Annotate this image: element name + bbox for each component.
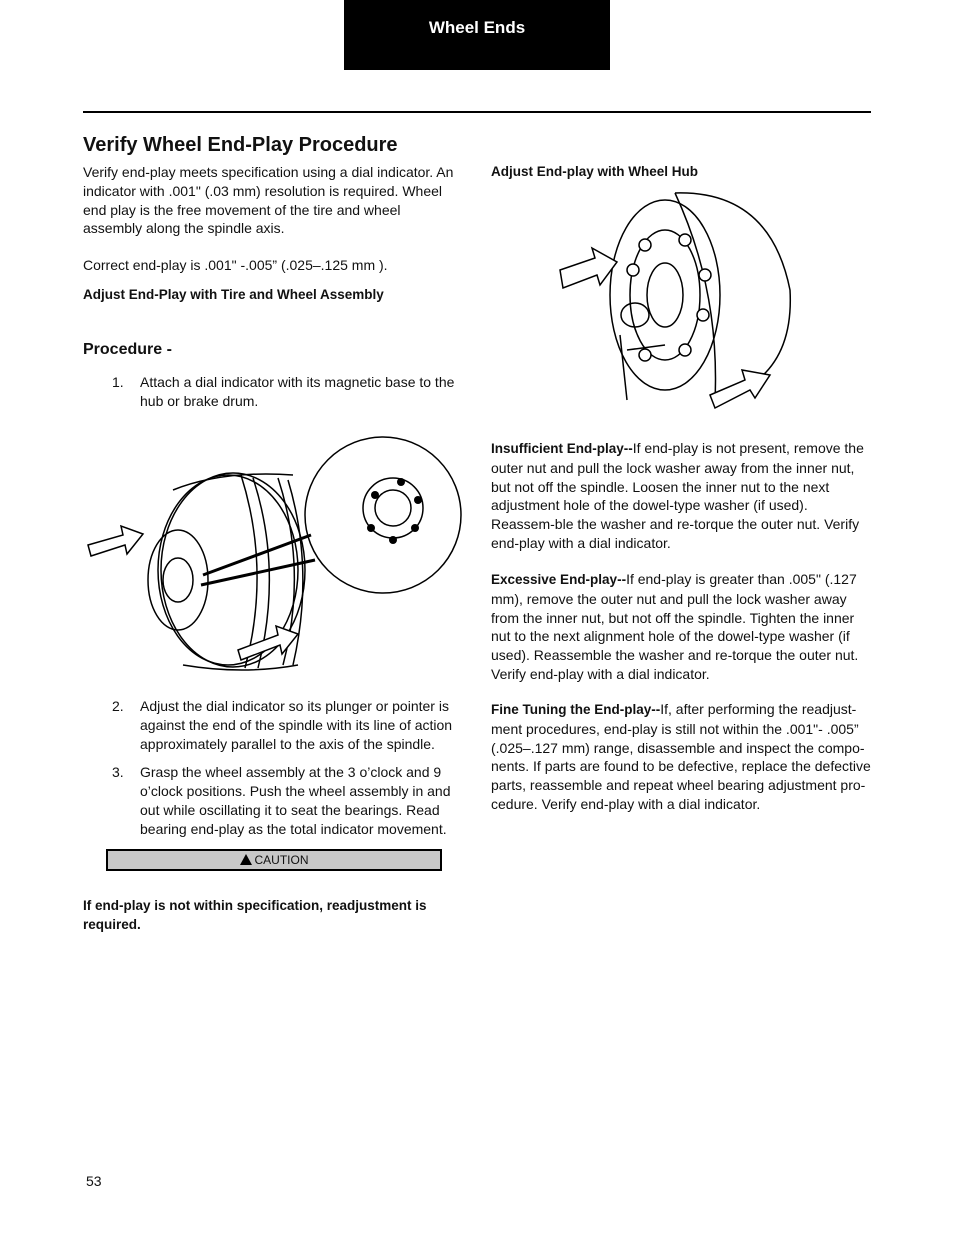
insufficient-text: If end-play is not present, remove the outer nut and pull the lock washer away from the inner nut, but not off the spindle. Loosen the inner nut to the next adjustment hole of the dowel-type washer (if used). Reassem-ble the washer and re-torque the outer nut. Verify end-play with a dial indicator. bbox=[491, 440, 864, 551]
warning-triangle-icon bbox=[240, 854, 252, 865]
section-tab: Wheel Ends bbox=[344, 0, 610, 70]
step-number: 1. bbox=[112, 374, 124, 390]
wheel-hub-illustration bbox=[555, 190, 815, 415]
end-play-spec: Correct end-play is .001" -.005” (.025–.125 mm ). bbox=[83, 257, 388, 273]
step-text: Attach a dial indicator with its magnetic base to the hub or brake drum. bbox=[140, 374, 455, 409]
insufficient-label: Insufficient End-play-- bbox=[491, 441, 633, 456]
fine-label: Fine Tuning the End-play-- bbox=[491, 702, 661, 717]
page-title: Verify Wheel End-Play Procedure bbox=[83, 134, 398, 156]
step-number: 2. bbox=[112, 698, 124, 714]
caution-banner bbox=[106, 849, 442, 871]
excessive-text: If end-play is greater than .005" (.127 mm), remove the outer nut and pull the lock washer away from the inner nut, but not off the spindle. Tighten the inner nut to the next alignment hole of the dowel-type washer (if used). Reassemble the washer and re-torque the outer nut. Verify end-play with a dial indicator. bbox=[491, 571, 859, 682]
excessive-label: Excessive End-play-- bbox=[491, 572, 627, 587]
page-number: 53 bbox=[86, 1173, 102, 1189]
caution-text: If end-play is not within specification, readjustment is required. bbox=[83, 898, 427, 932]
fine-tuning-end-play bbox=[491, 700, 873, 814]
subhead-tire-wheel: Adjust End-Play with Tire and Wheel Assembly bbox=[83, 287, 384, 302]
header-rule bbox=[83, 111, 871, 113]
intro-paragraph: Verify end-play meets specification using a dial indicator. An indicator with .001" (.03 mm) resolution is required. Wheel end play is the free movement of the tire and wheel assembly along the spindle axis. bbox=[83, 164, 454, 237]
caution-label: CAUTION bbox=[254, 853, 309, 867]
tire-wheel-illustration bbox=[83, 430, 468, 680]
fine-text: If, after performing the readjust-ment procedures, end-play is still not within the .001"- .005” (.025–.127 mm) range, disassemble and inspect the compo-nents. If parts are found to be defective, replace the defective parts, reassemble and repeat wheel bearing adjustment pro-cedure. Verify end-play with a dial indicator. bbox=[491, 701, 871, 812]
insufficient-end-play bbox=[491, 439, 873, 553]
step-text: Adjust the dial indicator so its plunger or pointer is against the end of the spindle with its line of action approximately parallel to the axis of the spindle. bbox=[140, 698, 453, 752]
step-number: 3. bbox=[112, 764, 124, 780]
excessive-end-play bbox=[491, 570, 873, 684]
procedure-heading: Procedure - bbox=[83, 341, 172, 358]
subhead-wheel-hub: Adjust End-play with Wheel Hub bbox=[491, 164, 698, 179]
step-text: Grasp the wheel assembly at the 3 o’clock and 9 o’clock positions. Push the wheel assembly in and out while oscillating it to seat the bearings. Read bearing end-play as the total indicator movement. bbox=[140, 764, 451, 837]
